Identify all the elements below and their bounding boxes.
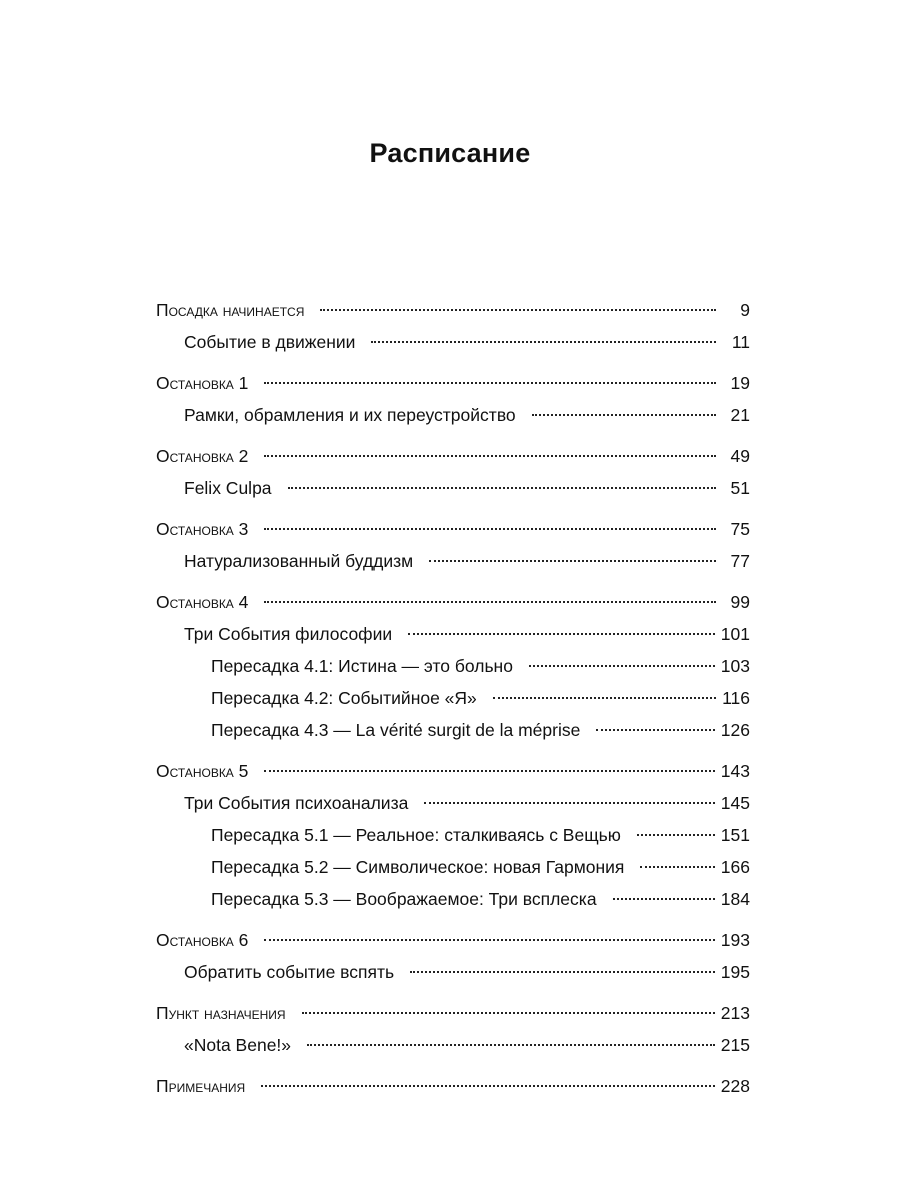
toc-entry[interactable] (156, 513, 750, 545)
toc-entry-label: Три События психоанализа (184, 793, 409, 813)
toc-entry-page: 145 (720, 793, 750, 813)
dot-leader (493, 697, 716, 699)
toc-entry-label: Рамки, обрамления и их переустройство (184, 405, 516, 425)
toc-entry-label: Пересадка 5.3 — Воображаемое: Три всплеска (211, 889, 597, 909)
toc-entry-page: 99 (730, 592, 750, 612)
dot-leader (264, 455, 716, 457)
dot-leader (408, 633, 715, 635)
toc-entry-label: Пересадка 5.2 — Символическое: новая Гармония (211, 857, 625, 877)
toc-entry-label: Обратить событие вспять (184, 962, 395, 982)
toc-entry-label: Примечания (156, 1076, 246, 1096)
toc-entry[interactable] (156, 1070, 750, 1102)
toc-entry[interactable] (156, 1029, 750, 1061)
toc-entry[interactable] (156, 618, 750, 650)
dot-leader (640, 866, 714, 868)
toc-entry-page: 11 (731, 332, 750, 352)
toc-entry[interactable] (156, 650, 750, 682)
toc-entry-page: 215 (720, 1035, 750, 1055)
toc-entry[interactable] (156, 294, 750, 326)
dot-leader (302, 1012, 715, 1014)
toc-entry-page: 101 (720, 624, 750, 644)
dot-leader (264, 382, 716, 384)
dot-leader (410, 971, 715, 973)
toc-entry-label: Остановка 4 (156, 592, 249, 612)
toc-entry-label: Три События философии (184, 624, 393, 644)
dot-leader (307, 1044, 715, 1046)
toc-entry-page: 184 (720, 889, 750, 909)
toc-entry-label: Остановка 6 (156, 930, 249, 950)
toc-entry-label: Остановка 5 (156, 761, 249, 781)
toc-entry-page: 166 (720, 857, 750, 877)
toc-entry-page: 49 (730, 446, 750, 466)
toc-entry[interactable] (156, 545, 750, 577)
toc-entry[interactable] (156, 997, 750, 1029)
dot-leader (532, 414, 716, 416)
toc-entry[interactable] (156, 399, 750, 431)
toc-entry-page: 143 (720, 761, 750, 781)
toc-entry-label: Пересадка 4.2: Событийное «Я» (211, 688, 477, 708)
toc-entry-page: 213 (720, 1003, 750, 1023)
dot-leader (320, 309, 716, 311)
toc-entry-label: Felix Culpa (184, 478, 272, 498)
toc-entry-page: 9 (740, 300, 750, 320)
toc-entry-page: 195 (720, 962, 750, 982)
toc-entry-page: 126 (720, 720, 750, 740)
table-of-contents (156, 294, 750, 1102)
dot-leader (264, 939, 714, 941)
dot-leader (596, 729, 714, 731)
dot-leader (424, 802, 714, 804)
page-title: Расписание (369, 138, 531, 168)
toc-entry[interactable] (156, 924, 750, 956)
toc-entry[interactable] (156, 326, 750, 358)
toc-entry-label: Пункт назначения (156, 1003, 286, 1023)
toc-entry[interactable] (156, 472, 750, 504)
toc-entry-page: 151 (720, 825, 750, 845)
toc-entry-page: 51 (730, 478, 750, 498)
toc-entry-label: Остановка 2 (156, 446, 249, 466)
toc-entry[interactable] (156, 787, 750, 819)
dot-leader (264, 601, 716, 603)
toc-entry-page: 75 (730, 519, 750, 539)
toc-entry[interactable] (156, 755, 750, 787)
toc-entry-page: 21 (730, 405, 750, 425)
toc-entry-page: 19 (730, 373, 750, 393)
dot-leader (288, 487, 716, 489)
toc-entry-page: 193 (720, 930, 750, 950)
dot-leader (264, 528, 716, 530)
dot-leader (429, 560, 716, 562)
toc-entry-label: Остановка 1 (156, 373, 249, 393)
toc-entry-label: Пересадка 5.1 — Реальное: сталкиваясь с Вещью (211, 825, 621, 845)
toc-entry-label: Пересадка 4.3 — La vérité surgit de la méprise (211, 720, 581, 740)
toc-entry-page: 103 (720, 656, 750, 676)
toc-entry[interactable] (156, 956, 750, 988)
toc-entry[interactable] (156, 851, 750, 883)
toc-entry[interactable] (156, 367, 750, 399)
toc-entry-label: Пересадка 4.1: Истина — это больно (211, 656, 513, 676)
toc-entry-label: Натурализованный буддизм (184, 551, 414, 571)
toc-entry[interactable] (156, 440, 750, 472)
dot-leader (637, 834, 715, 836)
toc-entry-label: Остановка 3 (156, 519, 249, 539)
toc-entry-label: «Nota Bene!» (184, 1035, 292, 1055)
toc-entry[interactable] (156, 883, 750, 915)
toc-entry-page: 228 (720, 1076, 750, 1096)
toc-entry-page: 77 (730, 551, 750, 571)
toc-entry[interactable] (156, 682, 750, 714)
toc-entry[interactable] (156, 819, 750, 851)
dot-leader (529, 665, 715, 667)
toc-entry[interactable] (156, 714, 750, 746)
toc-entry-label: Событие в движении (184, 332, 356, 352)
dot-leader (613, 898, 715, 900)
dot-leader (264, 770, 714, 772)
toc-entry[interactable] (156, 586, 750, 618)
dot-leader (371, 341, 716, 343)
toc-entry-label: Посадка начинается (156, 300, 305, 320)
toc-entry-page: 116 (722, 688, 750, 708)
dot-leader (261, 1085, 715, 1087)
